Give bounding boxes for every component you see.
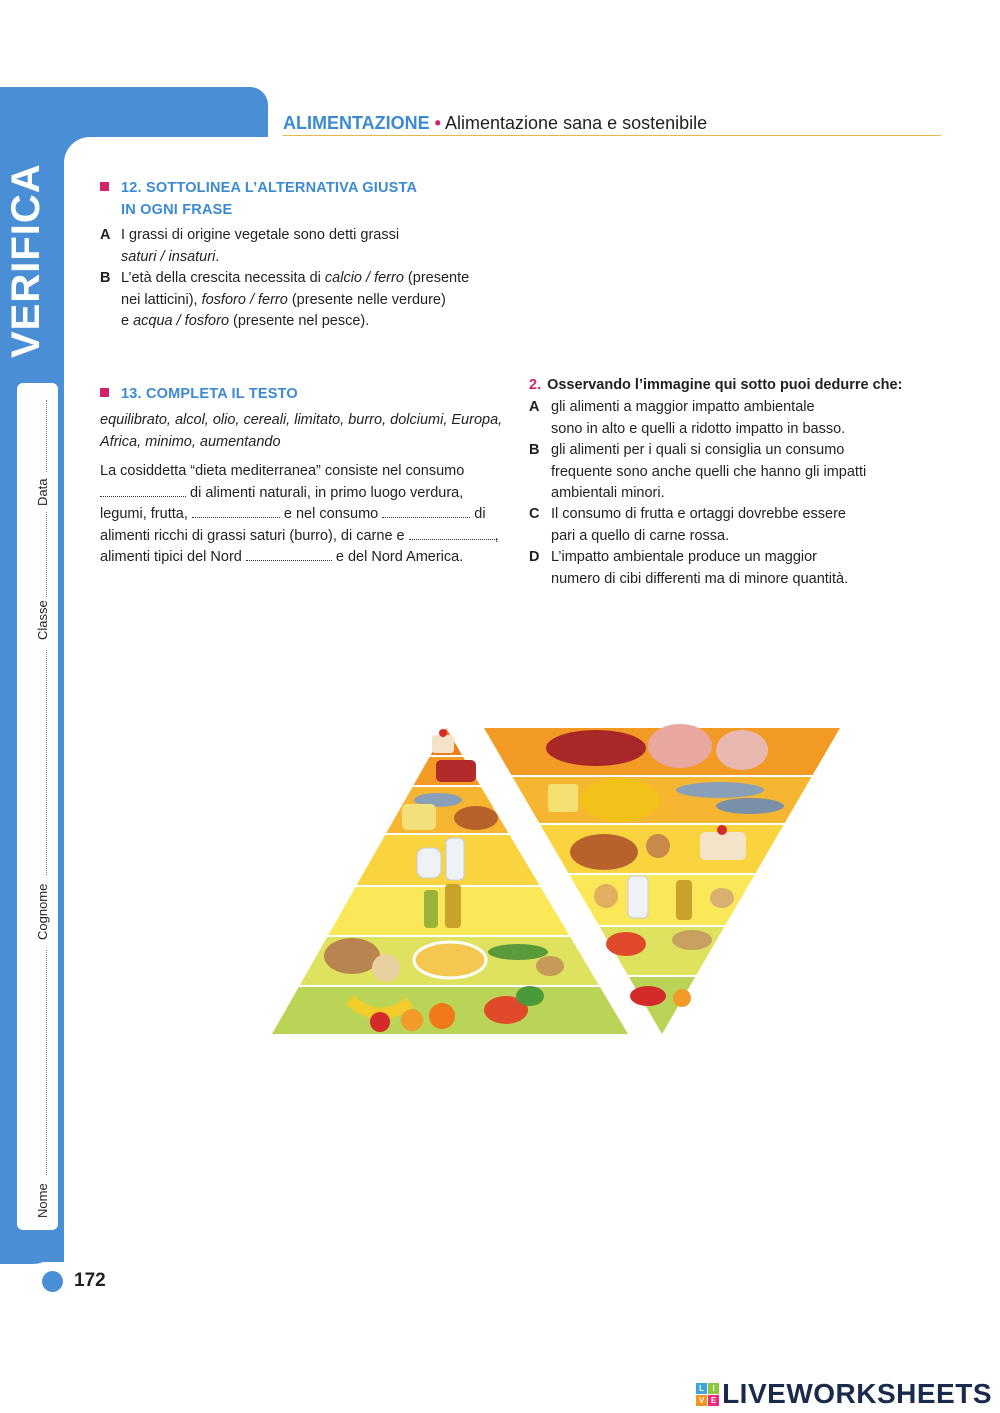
q12-title: 12. SOTTOLINEA L’ALTERNATIVA GIUSTA IN OGNI FRASE <box>100 177 417 221</box>
q12-item-b: B L’età della crescita necessita di calcio / ferro (presente nei latticini), fosforo / ferro (presente nelle verdure) e acqua / fosforo (presente nel pesce). <box>100 270 470 329</box>
subject-title: ALIMENTAZIONE <box>283 113 430 133</box>
q2-title: 2. Osservando l’immagine qui sotto puoi dedurre che: <box>529 377 903 393</box>
page-marker-icon <box>42 1271 63 1292</box>
choice-saturi-insaturi[interactable]: saturi / insaturi <box>121 248 216 265</box>
choice-fosforo-ferro[interactable]: fosforo / ferro <box>201 291 288 308</box>
q13-title: 13. COMPLETA IL TESTO <box>100 383 298 405</box>
q13-word-bank: equilibrato, alcol, olio, cereali, limitato, burro, dolciumi, Europa, Africa, minimo, aumentando <box>100 412 503 450</box>
q2-option-b[interactable]: B gli alimenti per i quali si consiglia un consumo frequente sono anche quelli che hanno gli impatti ambientali minori. <box>529 442 867 501</box>
liveworksheets-logo-icon: L I V E <box>696 1383 719 1406</box>
liveworksheets-watermark: L I V E LIVEWORKSHEETS <box>696 1377 992 1411</box>
header-separator: • <box>434 113 441 133</box>
q2-option-d[interactable]: D L’impatto ambientale produce un maggior numero di cibi differenti ma di minore quantità. <box>529 549 849 587</box>
q13-text: La cosiddetta “dieta mediterranea” consiste nel consumo di alimenti naturali, in primo luogo verdura, legumi, frutta, e nel consumo di alimenti ricchi di grassi saturi (burro), di carne e , alimenti tipici del Nord e del Nord America. <box>100 463 499 565</box>
q12-item-a: A I grassi di origine vegetale sono detti grassi saturi / insaturi. <box>100 227 400 265</box>
q2-option-c[interactable]: C Il consumo di frutta e ortaggi dovrebbe essere pari a quello di carne rossa. <box>529 506 846 544</box>
choice-calcio-ferro[interactable]: calcio / ferro <box>324 270 404 286</box>
q2-option-a[interactable]: A gli alimenti a maggior impatto ambientale sono in alto e quelli a ridotto impatto in basso. <box>529 399 846 437</box>
choice-acqua-fosforo[interactable]: acqua / fosforo <box>133 313 230 329</box>
topic-title: Alimentazione sana e sostenibile <box>445 113 708 133</box>
page-number: 172 <box>74 1270 106 1291</box>
